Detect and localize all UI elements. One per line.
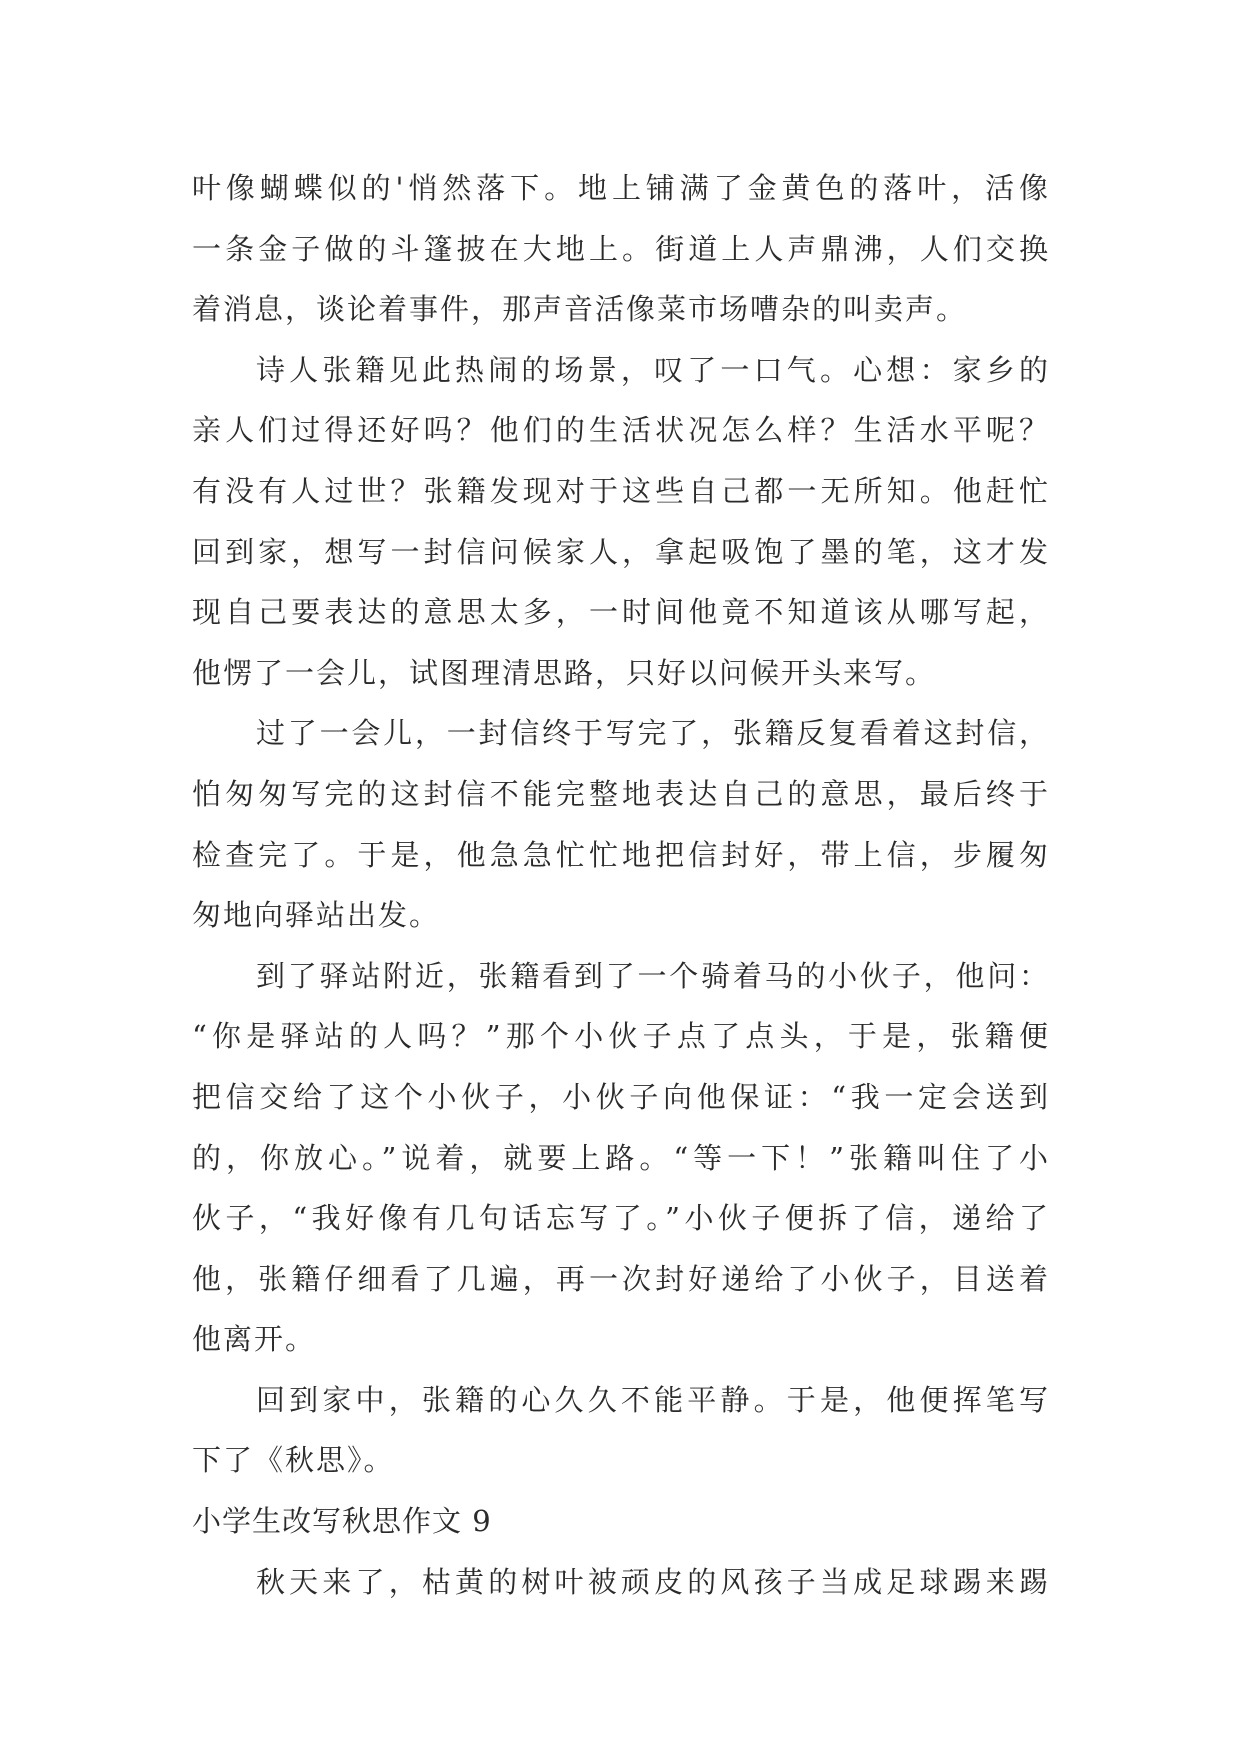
paragraph-3 [192, 703, 1050, 945]
text-line: 过了一会儿，一封信终于写完了，张籍反复看着这封信， [256, 716, 1050, 751]
text-line: 着消息，谈论着事件，那声音活像菜市场嘈杂的叫卖声。 [192, 292, 968, 327]
text-line: 有没有人过世？张籍发现对于这些自己都一无所知。他赶忙 [192, 473, 1050, 508]
text-line: 检查完了。于是，他急急忙忙地把信封好，带上信，步履匆 [192, 837, 1050, 872]
text-line: 到了驿站附近，张籍看到了一个骑着马的小伙子，他问： [256, 958, 1050, 993]
section-heading: 小学生改写秋思作文 9 [192, 1504, 492, 1539]
text-line: 伙子，“我好像有几句话忘写了。”小伙子便拆了信，递给了 [192, 1201, 1050, 1236]
text-line: 匆地向驿站出发。 [192, 898, 441, 933]
text-line: 秋天来了，枯黄的树叶被顽皮的风孩子当成足球踢来踢 [256, 1564, 1050, 1599]
text-line: 回到家中，张籍的心久久不能平静。于是，他便挥笔写 [256, 1382, 1050, 1417]
paragraph-5 [192, 1370, 1050, 1491]
text-line: 诗人张籍见此热闹的场景，叹了一口气。心想：家乡的 [256, 352, 1050, 387]
text-line: 一条金子做的斗篷披在大地上。街道上人声鼎沸，人们交换 [192, 231, 1050, 266]
text-line: 现自己要表达的意思太多，一时间他竟不知道该从哪写起， [192, 595, 1050, 630]
text-line: 他离开。 [192, 1322, 317, 1357]
text-line: 的，你放心。”说着，就要上路。“等一下！”张籍叫住了小 [192, 1140, 1050, 1175]
text-line: 怕匆匆写完的这封信不能完整地表达自己的意思，最后终于 [192, 776, 1050, 811]
paragraph-4 [192, 946, 1050, 1370]
text-line: 叶像蝴蝶似的'悄然落下。地上铺满了金黄色的落叶，活像 [192, 171, 1050, 205]
paragraph-1 [192, 158, 1050, 340]
paragraph-2 [192, 340, 1050, 704]
text-line: 回到家，想写一封信问候家人，拿起吸饱了墨的笔，这才发 [192, 534, 1050, 569]
text-line: 亲人们过得还好吗？他们的生活状况怎么样？生活水平呢？ [192, 413, 1050, 448]
document-body [192, 158, 1050, 1612]
text-line: 他，张籍仔细看了几遍，再一次封好递给了小伙子，目送着 [192, 1261, 1050, 1296]
closing-paragraph [192, 1552, 1050, 1613]
text-line: “你是驿站的人吗？”那个小伙子点了点头，于是，张籍便 [192, 1019, 1050, 1054]
text-line: 把信交给了这个小伙子，小伙子向他保证：“我一定会送到 [192, 1079, 1050, 1114]
text-line: 下了《秋思》。 [192, 1443, 395, 1478]
text-line: 他愣了一会儿，试图理清思路，只好以问候开头来写。 [192, 655, 937, 690]
